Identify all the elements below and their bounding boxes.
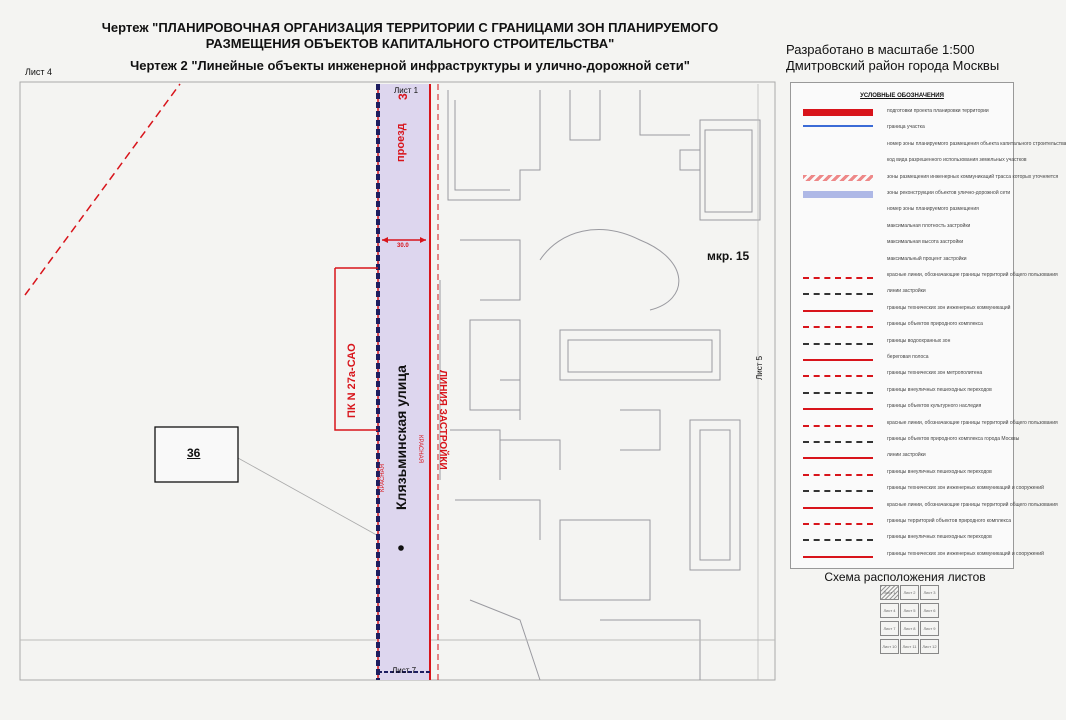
sheet-cell: Лист 12 [920,639,939,654]
legend-symbol [803,158,873,166]
legend-item-label: границы технических зон инженерных коммуникаций и сооружений [887,485,1044,492]
legend-item-label: красные линии, обозначающие границы территорий общего пользования [887,272,1058,278]
sheet-ref-bottom: Лист 7 [392,666,417,675]
legend-item [791,501,1058,513]
legend-symbol [803,175,873,181]
legend-item-label: линии застройки [887,452,926,459]
building-line-label: ЛИНИЯ ЗАСТРОЙКИ [437,370,448,470]
legend-symbol [803,326,873,328]
width-value: 30.0 [397,243,409,249]
legend-item [791,535,1011,545]
legend-item [791,485,1044,496]
legend-item-label: зоны размещения инженерных коммуникаций трасса которых уточняется [887,173,1059,180]
legend-symbol [803,293,873,295]
legend-item [791,207,1011,217]
legend-item-label: подготовки проекта планировки территории [887,108,989,114]
legend-item [791,224,1011,234]
legend-item [791,306,1011,316]
legend-item [791,519,1011,529]
legend-item-label: максимальная плотность застройки [887,222,971,229]
title-line-1: Чертеж "ПЛАНИРОВОЧНАЯ ОРГАНИЗАЦИЯ ТЕРРИТОРИИ С ГРАНИЦАМИ ЗОН ПЛАНИРУЕМОГО [101,20,719,35]
legend-item-label: границы технических зон метрополитена [887,370,983,377]
legend-item [791,419,1058,431]
legend-item-label: код вида разрешенного использования земельных участков [887,157,1027,164]
sheet-cell: Лист 9 [920,621,939,636]
legend-item-label: максимальный процент застройки [887,255,967,262]
legend-item [791,322,1011,332]
legend-item [791,109,1011,119]
street-name: Клязьминская улица [393,365,409,510]
legend-item-label: красные линии, обозначающие границы территорий общего пользования [887,501,1058,508]
legend-panel [790,82,1066,569]
legend-item-label: границы объектов природного комплекса [887,321,983,328]
legend-item [791,125,1011,135]
legend-symbol [803,224,873,232]
legend-item [791,470,1011,480]
legend-item-label: границы внеуличных пешеходных переходов [887,468,992,475]
district-microdistrict-label: мкр. 15 [707,249,750,263]
legend-symbol [803,142,873,150]
legend-symbol [803,277,873,279]
legend-item [791,157,1027,168]
legend-item [791,436,1020,447]
pk-fragment: 3 [396,93,410,100]
legend-item-label: границы технических зон инженерных коммуникаций и сооружений [887,550,1044,557]
sheet-cell: Лист 3 [920,585,939,600]
legend-symbol [803,191,873,198]
sheet-ref-left: Лист 4 [25,67,53,77]
legend-item [791,272,1058,283]
sheet-cell: Лист 11 [900,639,919,654]
legend-symbol [803,109,873,116]
sheet-cell: Лист 4 [880,603,899,618]
sheet-cell: Лист 8 [900,621,919,636]
sheet-cell: Лист 1 [880,585,899,600]
dashed-boundary [25,84,180,295]
buildings [440,90,760,680]
sheet-cell: Лист 2 [900,585,919,600]
legend-symbol [803,457,873,459]
legend-item-label: границы внеуличных пешеходных переходов [887,534,992,541]
legend-item [791,173,1059,185]
legend-symbol [803,441,873,443]
sheets-scheme-title: Схема расположения листов [824,570,986,584]
title-line-2: РАЗМЕЩЕНИЯ ОБЪЕКТОВ КАПИТАЛЬНОГО СТРОИТЕЛЬСТВА" [205,36,615,51]
red-line-label-left: КРАСНАЯ [380,464,386,492]
legend-item-label: границы объектов культурного наследия [887,403,982,410]
legend-item [791,550,1044,562]
legend-symbol [803,392,873,394]
block-number: 36 [187,446,201,460]
legend-item-label: границы территорий объектов природного комплекса [887,518,1012,524]
legend-item [791,388,1011,398]
sheet-cell: Лист 5 [900,603,919,618]
legend-item-label: максимальная высота застройки [887,239,964,246]
sheets-scheme-grid [880,585,943,665]
legend-symbol [803,125,873,127]
legend-item-label: береговая полоса [887,354,929,360]
legend-symbol [803,343,873,345]
legend-item [791,404,1011,414]
legend-item [791,191,1011,201]
legend-item [791,339,1011,349]
sheet-ref-top: Лист 1 [394,86,419,95]
legend-symbol [803,425,873,427]
legend-item-label: границы внеуличных пешеходных переходов [887,386,992,393]
legend-item-label: линии застройки [887,288,926,295]
legend-item-label: границы водоохранных зон [887,337,951,344]
legend-item [791,257,1011,267]
legend-item-label: номер зоны планируемого размещения объекта капитального строительства [887,140,1066,147]
legend-symbol [803,523,873,525]
legend-symbol [803,474,873,476]
legend-item [791,240,1011,250]
legend-symbol [803,310,873,312]
passage-label: проезд [395,123,407,162]
title-line-3: Чертеж 2 "Линейные объекты инженерной инфраструктуры и улично-дорожной сети" [130,58,690,73]
legend-symbol [803,556,873,558]
legend-item-label: зоны реконструкции объектов улично-дорожной сети [887,190,1011,196]
legend-symbol [803,207,873,215]
legend-title: УСЛОВНЫЕ ОБОЗНАЧЕНИЯ [860,93,944,99]
legend-symbol [803,240,873,248]
legend-item [791,371,1011,381]
legend-item [791,453,1011,463]
red-line-label-right: КРАСНАЯ [417,435,423,463]
sheet-cell: Лист 6 [920,603,939,618]
legend-symbol [803,359,873,361]
legend-symbol [803,257,873,265]
legend-item-label: красные линии, обозначающие границы территорий общего пользования [887,419,1058,426]
legend-item [791,140,1066,152]
street-point [398,545,404,551]
legend-item-label: номер зоны планируемого размещения [887,206,979,213]
legend-item-label: границы технических зон инженерных коммуникаций [887,304,1011,311]
pk-label: ПК N 27а-САО [346,343,358,418]
legend-symbol [803,507,873,509]
legend-item [791,355,1011,365]
legend-symbol [803,539,873,541]
legend-item-label: границы объектов природного комплекса города Москвы [887,436,1020,442]
sheet-cell: Лист 7 [880,621,899,636]
scale-label: Разработано в масштабе 1:500 [786,42,975,57]
district-label: Дмитровский район города Москвы [786,58,1000,73]
legend-item [791,289,1011,299]
legend-symbol [803,490,873,492]
legend-symbol [803,375,873,377]
sheet-ref-right: Лист 5 [755,355,764,380]
sheet-cell: Лист 10 [880,639,899,654]
legend-symbol [803,408,873,410]
legend-item-label: граница участка [887,124,925,131]
